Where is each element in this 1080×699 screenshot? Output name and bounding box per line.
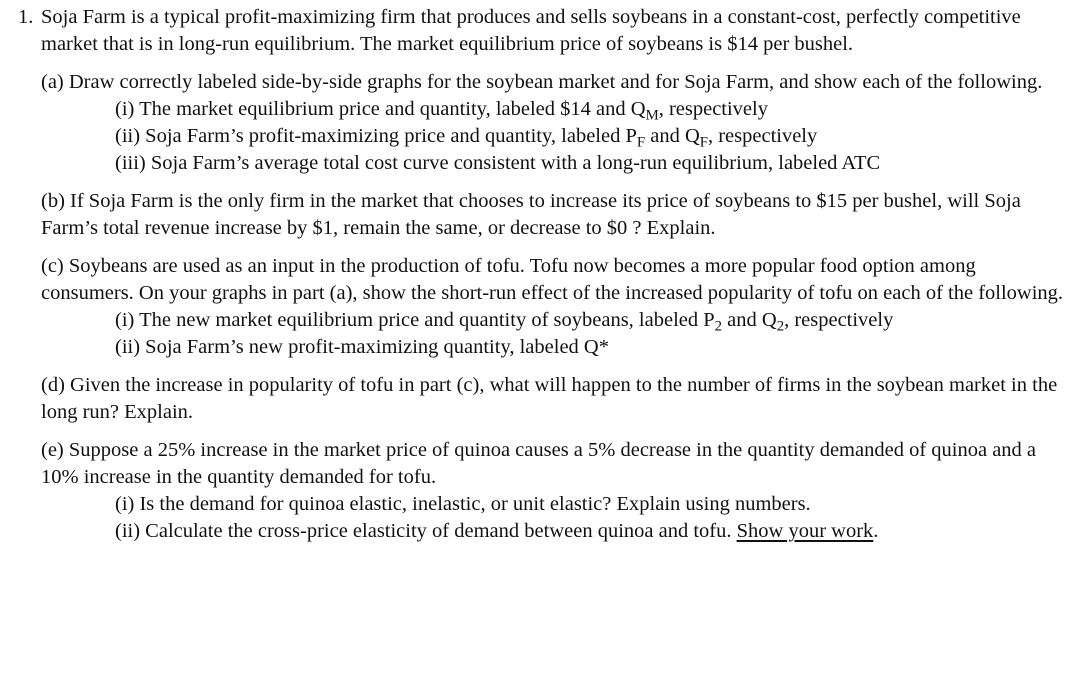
question-stem-text: Soja Farm is a typical profit-maximizing firm that produces and sells soybeans in a constant-cost, perfectly competitive market that is in long-run equilibrium. The market equilibrium price of soybeans is $14 per bushel. bbox=[41, 6, 1021, 55]
part-a-item-2: (ii) Soja Farm’s profit-maximizing price and quantity, labeled $P_F$ and $Q_F$, respectively bbox=[115, 125, 818, 151]
part-e-items bbox=[0, 491, 1080, 545]
part-c-item-1: (i) The new market equilibrium price and quantity of soybeans, labeled $P_2$ and $Q_2$, respectively bbox=[115, 309, 894, 335]
part-b-prompt: (b) If Soja Farm is the only firm in the market that chooses to increase its price of soybeans to $15 per bushel, will Soja Farm’s total revenue increase by $1, remain the same, or decrease to $0 ? Explain. bbox=[41, 190, 1021, 239]
part-c-item-2: (ii) Soja Farm’s new profit-maximizing quantity, labeled Q* bbox=[115, 336, 609, 358]
part-e-prompt: (e) Suppose a 25% increase in the market price of quinoa causes a 5% decrease in the quantity demanded of quinoa and a 10% increase in the quantity demanded for tofu. bbox=[41, 439, 1037, 488]
part-e-item-2: (ii) Calculate the cross-price elasticity of demand between quinoa and tofu. Show your work. bbox=[115, 520, 879, 542]
question-document bbox=[0, 4, 1080, 545]
part-c-prompt: (c) Soybeans are used as an input in the production of tofu. Tofu now becomes a more popular food option among consumers. On your graphs in part (a), show the short-run effect of the increased popularity of tofu on each of the following. bbox=[41, 255, 1064, 304]
part-a-item-3: (iii) Soja Farm’s average total cost curve consistent with a long-run equilibrium, labeled ATC bbox=[115, 152, 881, 174]
question-number: 1. bbox=[18, 6, 34, 28]
part-c-items bbox=[0, 307, 1080, 361]
part-d-prompt: (d) Given the increase in popularity of tofu in part (c), what will happen to the number of firms in the soybean market in the long run? Explain. bbox=[41, 374, 1058, 423]
part-a-item-1: (i) The market equilibrium price and quantity, labeled $14 and $Q_M$, respectively bbox=[115, 98, 768, 124]
question-stem bbox=[0, 4, 1080, 58]
show-your-work-emphasis: Show your work bbox=[736, 520, 874, 542]
part-a-items bbox=[0, 96, 1080, 177]
part-e-item-1: (i) Is the demand for quinoa elastic, inelastic, or unit elastic? Explain using numbers. bbox=[115, 493, 811, 515]
part-a-prompt: (a) Draw correctly labeled side-by-side graphs for the soybean market and for Soja Farm, and show each of the following. bbox=[41, 71, 1043, 93]
